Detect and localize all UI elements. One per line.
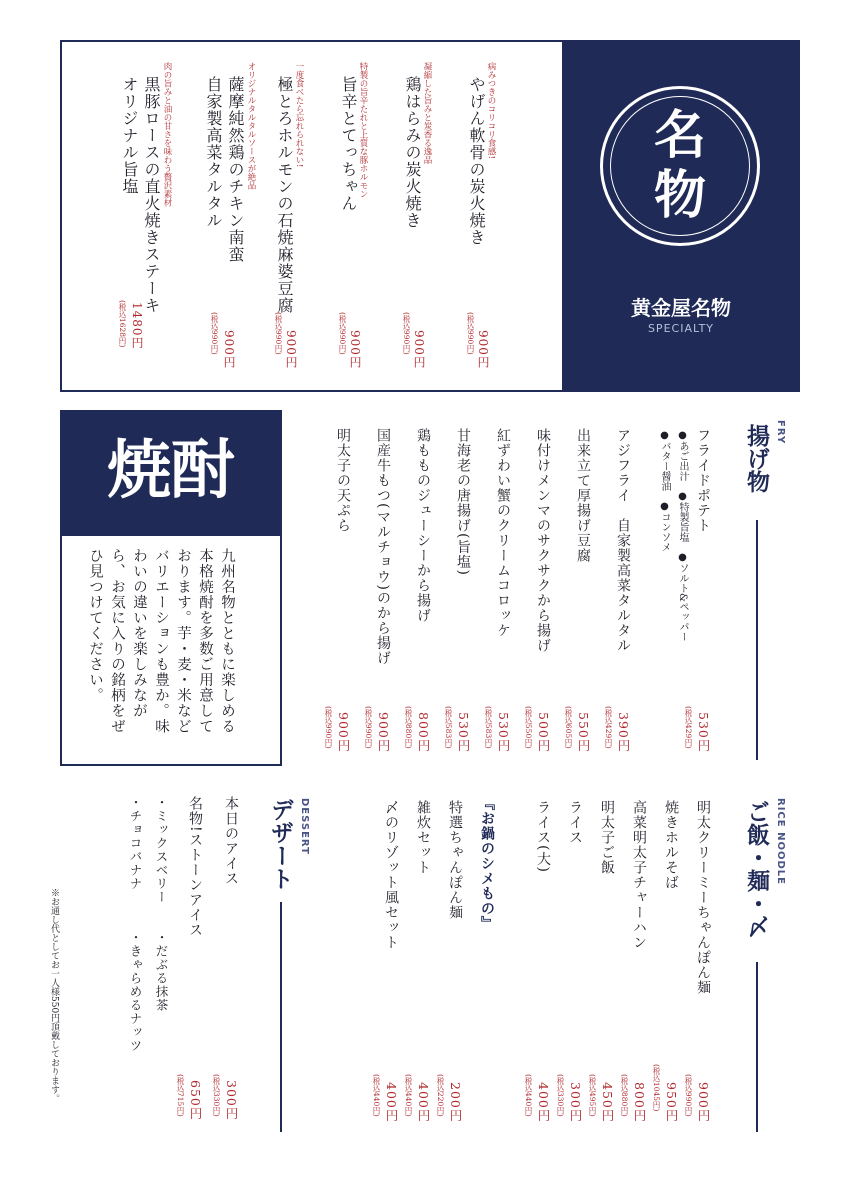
menu-item: 特選ちゃんぽん麺	[447, 800, 463, 920]
menu-price-tax: (税込330円)	[212, 1074, 221, 1117]
menu-item: ライス(大)	[535, 800, 551, 873]
menu-price: 300円	[224, 1080, 239, 1121]
menu-price-tax: (税込990円)	[684, 1074, 693, 1117]
menu-item: 高菜明太子チャーハン	[631, 800, 647, 950]
menu-item: 雑炊セット	[415, 800, 431, 875]
menu-item: アジフライ 自家製高菜タルタル	[615, 428, 631, 653]
dessert-flavors: ・ミックスベリー ・だぶる抹茶	[154, 796, 169, 1012]
menu-price: 800円	[416, 712, 431, 753]
dessert-title: デザート	[267, 798, 293, 890]
menu-price-tax: (税込990円)	[364, 706, 373, 749]
menu-price-tax: (税込440円)	[524, 1074, 533, 1117]
menu-price-tax: (税込440円)	[372, 1074, 381, 1117]
menu-price-tax: (税込429円)	[684, 706, 693, 749]
menu-item: 明太クリーミーちゃんぽん麺	[695, 800, 711, 995]
dessert-flavors: ・チョコバナナ ・きゃらめるナッツ	[128, 796, 143, 1053]
dessert-rule	[280, 902, 282, 1132]
menu-price-tax: (税込880円)	[404, 706, 413, 749]
menu-price-tax: (税込429円)	[604, 706, 613, 749]
menu-price: 530円	[456, 712, 471, 753]
specialty-item: 特製の旨辛たれと上質な豚ホルモン 旨辛とてっちゃん 900円 (税込990円)	[338, 62, 368, 369]
menu-price: 900円	[696, 1082, 711, 1123]
menu-price-tax: (税込330円)	[556, 1074, 565, 1117]
shime-heading: 『お鍋のシメもの』	[479, 796, 495, 931]
menu-price-tax: (税込715円)	[176, 1074, 185, 1117]
menu-price: 900円	[376, 712, 391, 753]
menu-item: 甘海老の唐揚げ(旨塩)	[455, 428, 471, 576]
specialty-subtitle: SPECIALTY	[647, 322, 715, 335]
emblem-char-1: 名	[653, 106, 706, 166]
rice-title: ご飯・麺・〆	[743, 800, 769, 938]
menu-price-tax: (税込990円)	[324, 706, 333, 749]
menu-price-tax: (税込880円)	[620, 1074, 629, 1117]
specialty-emblem	[600, 86, 760, 246]
fry-en: FRY	[775, 420, 786, 445]
menu-price: 950円	[664, 1082, 679, 1123]
specialty-item: 一度食べたら忘れられない! 極とろホルモンの石焼麻婆豆腐 900円 (税込990円)	[274, 62, 304, 369]
menu-price: 390円	[616, 712, 631, 753]
menu-price-tax: (税込583円)	[484, 706, 493, 749]
emblem-char-2: 物	[653, 166, 706, 226]
menu-price: 300円	[568, 1082, 583, 1123]
shochu-description: 九州名物とともに楽しめる本格焼酎を多数ご用意しております。芋・麦・米などバリエーションも豊か。味わいの違いを楽しみながら、お気に入りの銘柄をぜひ見つけてください。	[87, 548, 235, 734]
specialty-item: 凝縮した旨みと炭香る逸品 鶏はらみの炭火焼き 900円 (税込990円)	[402, 62, 432, 369]
menu-item-option: ●あご出汁 ●特製旨塩 ●ソルト&ペッパー	[677, 430, 688, 642]
menu-item: 明太子ご飯	[599, 800, 615, 875]
menu-price: 450円	[600, 1082, 615, 1123]
shochu-title: 焼酎	[107, 433, 235, 508]
menu-price: 530円	[696, 712, 711, 753]
menu-price: 400円	[416, 1082, 431, 1123]
specialty-item: オリジナルタルタルソースが絶品 薩摩純然鶏のチキン南蛮 自家製高菜タルタル 900円 (税込990円)	[204, 62, 256, 369]
menu-price-tax: (税込440円)	[404, 1074, 413, 1117]
menu-item: 〆のリゾット風セット	[383, 800, 399, 950]
menu-item: 出来立て厚揚げ豆腐	[575, 428, 591, 563]
menu-price-tax: (税込220円)	[436, 1074, 445, 1117]
cover-charge-note: ※お通し代としてお一人様550円頂戴しております。	[49, 888, 59, 1104]
menu-item: 味付けメンマのサクサクから揚げ	[535, 428, 551, 653]
menu-price: 800円	[632, 1082, 647, 1123]
menu-item: ライス	[567, 800, 583, 845]
menu-price: 530円	[496, 712, 511, 753]
specialty-item: 病みつきのコリコリ食感! やげん軟骨の炭火焼き 900円 (税込990円)	[466, 62, 496, 369]
menu-price: 500円	[536, 712, 551, 753]
rice-rule	[756, 962, 758, 1132]
menu-price-tax: (税込550円)	[524, 706, 533, 749]
specialty-item: 肉の旨みと油の甘さを味わう贅沢素材 黒豚ロースの直火焼きステーキ オリジナル旨塩 1480円 (税込1628円)	[118, 62, 172, 350]
menu-item: 名物!ストーンアイス	[187, 796, 203, 938]
menu-item: フライドポテト	[695, 428, 711, 533]
fry-rule	[756, 520, 758, 760]
menu-price-tax: (税込583円)	[444, 706, 453, 749]
menu-price-tax: (税込495円)	[588, 1074, 597, 1117]
menu-price-tax: (税込605円)	[564, 706, 573, 749]
menu-item: 明太子の天ぷら	[335, 428, 351, 533]
menu-price: 400円	[384, 1082, 399, 1123]
menu-price-tax: (税込1045円)	[652, 1064, 661, 1112]
menu-item: 国産牛もつ(マルチョウ)のから揚げ	[375, 428, 391, 666]
menu-price: 400円	[536, 1082, 551, 1123]
menu-price: 550円	[576, 712, 591, 753]
menu-price: 900円	[336, 712, 351, 753]
rice-en: RICE NOODLE	[775, 798, 786, 885]
menu-item: 焼きホルそば	[663, 800, 679, 890]
dessert-en: DESSERT	[299, 798, 310, 855]
menu-item: 紅ずわい蟹のクリームコロッケ	[495, 428, 511, 638]
menu-price: 200円	[448, 1082, 463, 1123]
fry-title: 揚げ物	[743, 424, 769, 493]
menu-price: 650円	[188, 1080, 203, 1121]
menu-item-option: ●バター醤油 ●コンソメ	[659, 430, 670, 552]
specialty-title: 黄金屋名物	[631, 296, 731, 320]
menu-item: 本日のアイス	[223, 796, 239, 886]
menu-item: 鶏もものジューシーから揚げ	[415, 428, 431, 623]
